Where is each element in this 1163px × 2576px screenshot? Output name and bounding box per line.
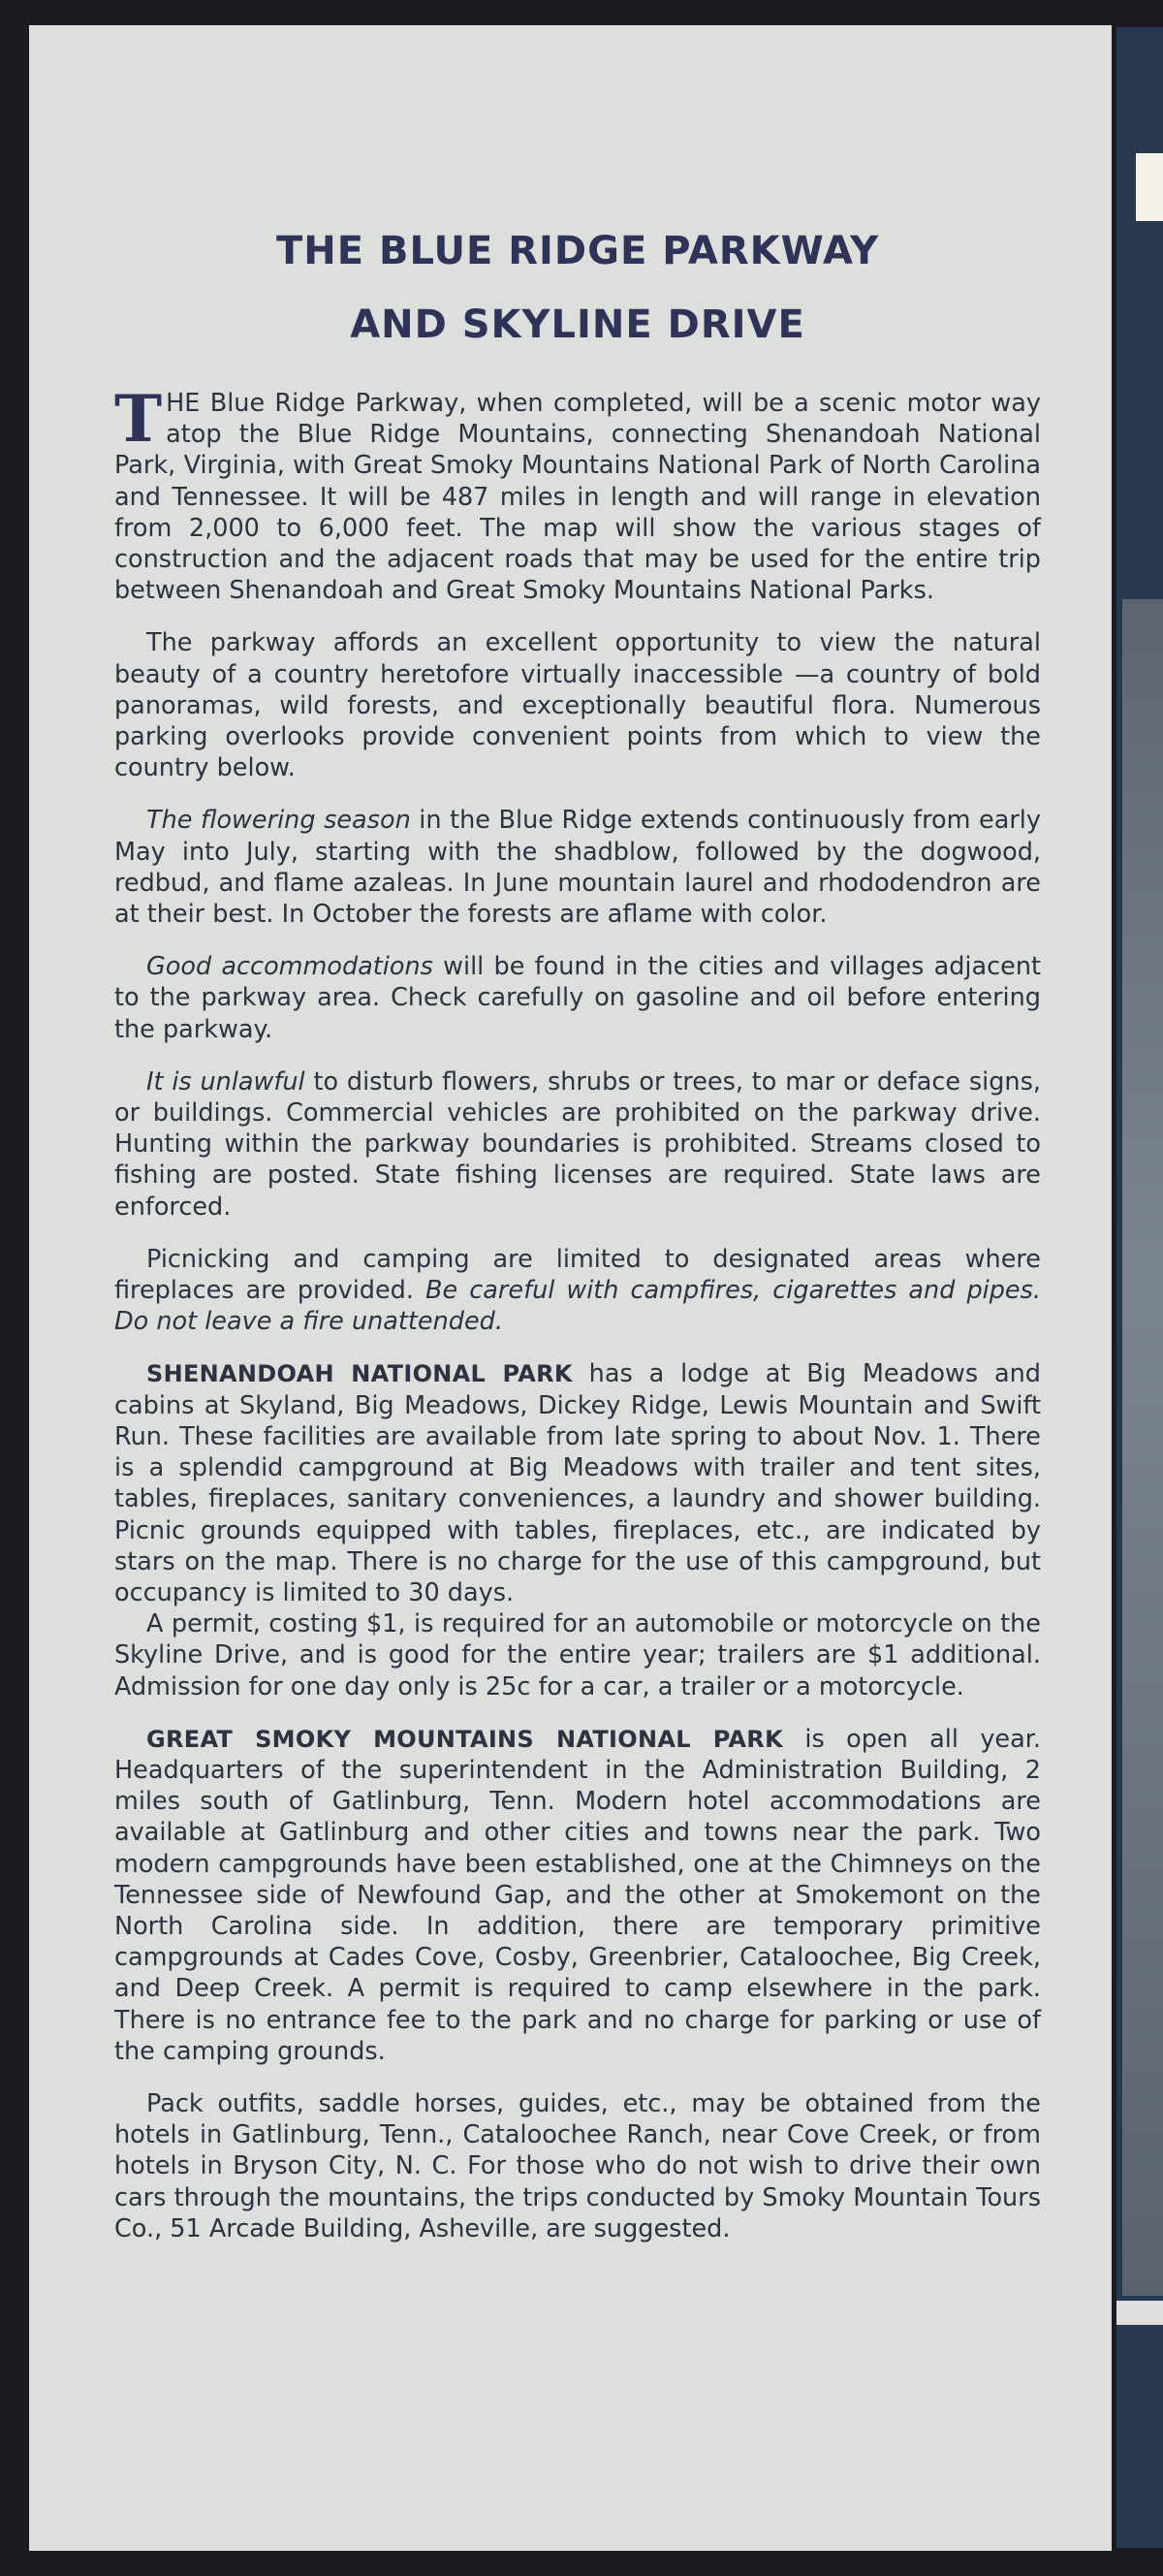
smoky-paragraph (114, 1724, 1041, 2067)
title-line-1: THE BLUE RIDGE PARKWAY (275, 229, 880, 273)
shenandoah-heading: SHENANDOAH NATIONAL PARK (146, 1360, 573, 1388)
intro-text: HE Blue Ridge Parkway, when completed, will be a scenic motor way atop the Blue Ridge Mountains, connecting Shenandoah National Park, Virginia, with Great Smoky Mountains National Park of North Carolina and Tennessee. It will be 487 miles in length and will range in elevation from 2,000 to 6,000 feet. The map will show the various stages of construction and the adjacent roads that may be used for the entire trip between Shenandoah and Great Smoky Mountains National Parks. (114, 389, 1041, 606)
adjacent-page-letter (1136, 153, 1163, 221)
flowering-text: in the Blue Ridge extends continuously from early May into July, starting with the shadblow, followed by the dogwood, redbud, and flame azaleas. In June mountain laurel and rhododendron are at their best. In October the forests are aflame with color. (114, 806, 1041, 930)
shenandoah-text: has a lodge at Big Meadows and cabins at Skyland, Big Meadows, Dickey Ridge, Lewis Mountain and Swift Run. These facilities are available from late spring to about Nov. 1. There is a splendid campground at Big Meadows with trailer and tent sites, tables, fireplaces, sanitary conveniences, a laundry and shower building. Picnic grounds equipped with tables, fireplaces, etc., are indicated by stars on the map. There is no charge for the use of this campground, but occupancy is limited to 30 days. (114, 1359, 1041, 1607)
flowering-lead: The flowering season (146, 806, 411, 836)
fire-warning: Be careful with campfires, cigarettes and pipes. Do not leave a fire unattended. (114, 1276, 1041, 1337)
brochure-page (29, 25, 1112, 2551)
accommodations-paragraph (114, 951, 1041, 1045)
accommodations-lead: Good accommodations (146, 952, 433, 982)
pack-paragraph: Pack outfits, saddle horses, guides, etc., may be obtained from the hotels in Gatlinburg, Tenn., Cataloochee Ranch, near Cove Creek, or from hotels in Bryson City, N. C. For those who do not wish to drive their own cars through the mountains, the trips conducted by Smoky Mountain Tours Co., 51 Arcade Building, Asheville, are suggested. (114, 2088, 1041, 2243)
intro-paragraph (114, 381, 1041, 606)
smoky-heading: GREAT SMOKY MOUNTAINS NATIONAL PARK (146, 1725, 783, 1753)
adjacent-page-gap (1116, 2301, 1163, 2325)
unlawful-paragraph (114, 1066, 1041, 1223)
unlawful-lead: It is unlawful (146, 1066, 305, 1097)
smoky-text: is open all year. Headquarters of the superintendent in the Administration Building, 2 miles south of Gatlinburg, Tenn. Modern hotel accommodations are available at Gatlinburg and other cities and towns near the park. Two modern campgrounds have been established, one at the Chimneys on the Tennessee side of Newfound Gap, and the other at Smokemont on the North Carolina side. In addition, there are temporary primitive campgrounds at Cades Cove, Cosby, Greenbrier, Cataloochee, Big Creek, and Deep Creek. A permit is required to camp elsewhere in the park. There is no entrance fee to the park and no charge for parking or use of the camping grounds. (114, 1724, 1041, 2066)
shenandoah-paragraph (114, 1358, 1041, 1608)
picnicking-paragraph (114, 1244, 1041, 1338)
accommodations-text: will be found in the cities and villages adjacent to the parkway area. Check carefully on gasoline and oil before entering the parkway. (114, 952, 1042, 1044)
flowering-paragraph (114, 805, 1041, 930)
unlawful-text: to disturb flowers, shrubs or trees, to mar or deface signs, or buildings. Commercial vehicles are prohibited on the parkway drive. Hunting within the parkway boundaries is prohibited. Streams closed to fishing are posted. State fishing licenses are required. State laws are enforced. (114, 1066, 1041, 1222)
adjacent-page-edge (1116, 27, 1163, 2548)
adjacent-page-photo (1122, 599, 1163, 2296)
drop-cap: T (114, 381, 163, 457)
beauty-paragraph: The parkway affords an excellent opportunity to view the natural beauty of a country heretofore virtually inaccessible —a country of bold panoramas, wild forests, and exceptionally beautiful flora. Numerous parking overlooks provide convenient points from which to view the country below. (114, 628, 1041, 783)
permit-paragraph: A permit, costing $1, is required for an automobile or motorcycle on the Skyline Drive, and is good for the entire year; trailers are $1 additional. Admission for one day only is 25c for a car, a trailer or a motorcycle. (114, 1609, 1041, 1701)
page-title (76, 214, 1080, 362)
title-line-2: AND SKYLINE DRIVE (350, 302, 805, 347)
picnicking-text: Picnicking and camping are limited to designated areas where fireplaces are provided. (114, 1244, 1041, 1306)
article (114, 214, 1041, 2244)
